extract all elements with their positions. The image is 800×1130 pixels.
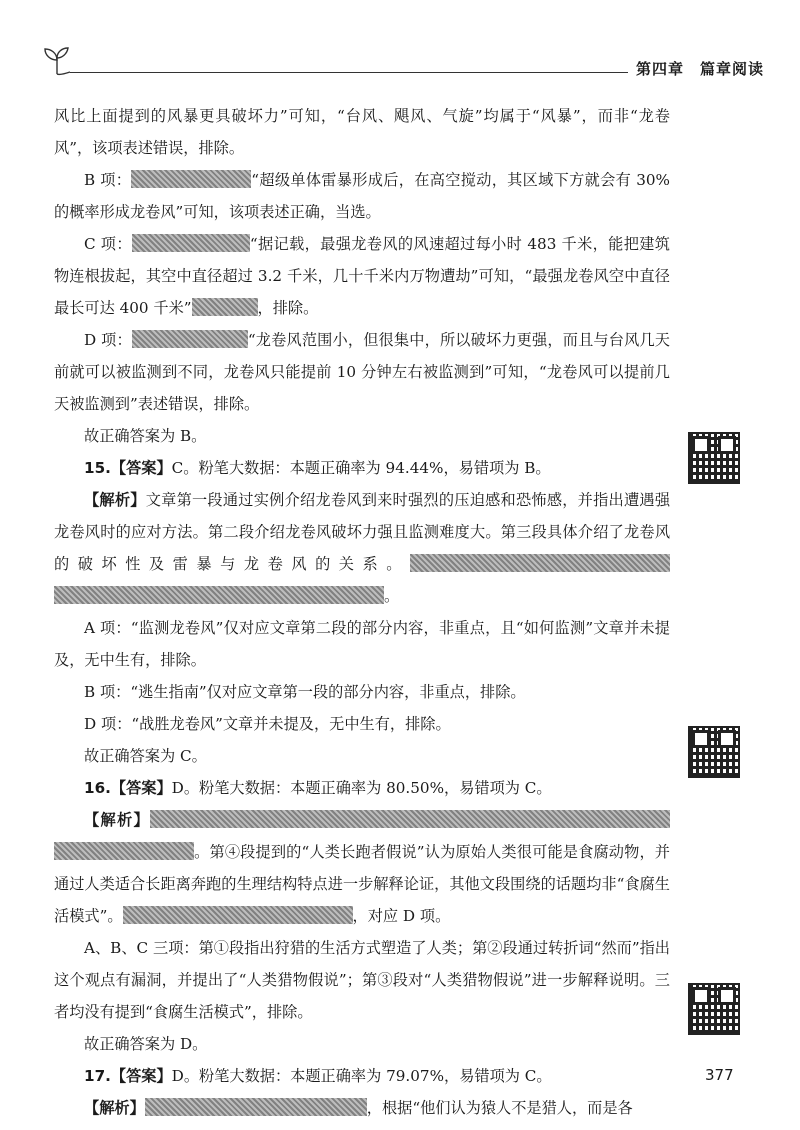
page-number: 377 (705, 1066, 734, 1084)
redacted-block (123, 906, 353, 924)
redacted-block (192, 298, 258, 316)
option-d-text: “龙卷风范围小，但很集中，所以破坏力更强，而且与台风几天前就可以被监测到不同，龙卷风只能提前 10 分钟左右被监测到”可知，“龙卷风可以提前几天被监测到”表述错误，排除。 (54, 331, 670, 413)
redacted-block (132, 330, 248, 348)
option-c-end: ，排除。 (257, 299, 319, 317)
q16-analysis-head: 【解析】 (84, 811, 150, 829)
redacted-block (410, 554, 670, 572)
q15-option-d: D 项：“战胜龙卷风”文章并未提及，无中生有，排除。 (84, 715, 451, 733)
option-b-label: B 项： (84, 171, 132, 189)
q16-analysis-mid: 。第④段提到的“人类长跑者假说”认为原始人类很可能是食腐动物，并通过人类适合长距离奔跑的生理结构特点进一步解释论证，其他文段围绕的话题均非“食腐生活模式”。 (54, 843, 670, 925)
q17-answer-head: 17.【答案】 (84, 1067, 172, 1085)
q16-answer-body: D。粉笔大数据：本题正确率为 80.50%，易错项为 C。 (171, 779, 552, 797)
option-c-text: “据记载，最强龙卷风的风速超过每小时 483 千米，能把建筑物连根拔起，其空中直径超过 3.2 千米，几十千米内万物遭劫”可知，“最强龙卷风空中直径最长可达 400 千米” (54, 235, 670, 317)
redacted-block (54, 842, 194, 860)
option-d-label: D 项： (84, 331, 132, 349)
page-header (40, 44, 765, 84)
q15-option-b: B 项：“逃生指南”仅对应文章第一段的部分内容，非重点，排除。 (84, 683, 526, 701)
redacted-block (145, 1098, 367, 1116)
q15-analysis-head: 【解析】 (84, 491, 146, 509)
chapter-title: 第四章 篇章阅读 (628, 58, 764, 79)
q16-analysis (54, 804, 670, 932)
q15-analysis-end: 。 (384, 587, 400, 605)
paragraph-option-b (54, 164, 670, 228)
paragraph-option-d (54, 324, 670, 420)
option-b-text: “超级单体雷暴形成后，在高空搅动，其区域下方就会有 30% 的概率形成龙卷风”可知，该项表述正确，当选。 (54, 171, 670, 221)
paragraph-a-continuation: 风比上面提到的风暴更具破坏力”可知，“台风、飓风、气旋”均属于“风暴”，而非“龙卷风”，该项表述错误，排除。 (54, 107, 670, 157)
q16-option-abc: A、B、C 三项：第①段指出狩猎的生活方式塑造了人类；第②段通过转折词“然而”指出这个观点有漏洞，并提出了“人类猎物假说”；第③段对“人类猎物假说”进一步解释说明。三者均没有提到“食腐生活模式”，排除。 (54, 939, 670, 1021)
q16-answer (54, 772, 670, 804)
q16-answer-head: 16.【答案】 (84, 779, 172, 797)
q15-analysis (54, 484, 670, 612)
header-rule (70, 72, 660, 73)
qr-code-q15[interactable] (688, 432, 740, 484)
q16-analysis-end: ，对应 D 项。 (352, 907, 451, 925)
qr-code-q17[interactable] (688, 983, 740, 1035)
page-body (54, 100, 670, 1124)
q17-analysis (54, 1092, 670, 1124)
q17-analysis-head: 【解析】 (84, 1099, 145, 1117)
q15-answer-body: C。粉笔大数据：本题正确率为 94.44%，易错项为 B。 (171, 459, 551, 477)
q17-answer (54, 1060, 670, 1092)
q15-analysis-body: 文章第一段通过实例介绍龙卷风到来时强烈的压迫感和恐怖感，并指出遭遇强龙卷风时的应对方法。第二段介绍龙卷风破坏力强且监测难度大。第三段具体介绍了龙卷风的破坏性及雷暴与龙卷风的关系。 (54, 491, 671, 573)
q17-analysis-end: ，根据“他们认为猿人不是猎人，而是各 (366, 1099, 633, 1117)
redacted-block (150, 810, 670, 828)
q14-conclusion: 故正确答案为 B。 (84, 427, 207, 445)
qr-code-q16[interactable] (688, 726, 740, 778)
redacted-block (132, 234, 250, 252)
leaf-icon (40, 44, 74, 78)
q15-conclusion: 故正确答案为 C。 (84, 747, 207, 765)
q15-answer-head: 15.【答案】 (84, 459, 172, 477)
q15-option-a: A 项：“监测龙卷风”仅对应文章第二段的部分内容，非重点，且“如何监测”文章并未提及，无中生有，排除。 (54, 619, 670, 669)
paragraph-option-c (54, 228, 670, 324)
option-c-label: C 项： (84, 235, 132, 253)
q16-conclusion: 故正确答案为 D。 (84, 1035, 208, 1053)
q15-answer (54, 452, 670, 484)
redacted-block (54, 586, 384, 604)
redacted-block (131, 170, 251, 188)
q17-answer-body: D。粉笔大数据：本题正确率为 79.07%，易错项为 C。 (171, 1067, 552, 1085)
